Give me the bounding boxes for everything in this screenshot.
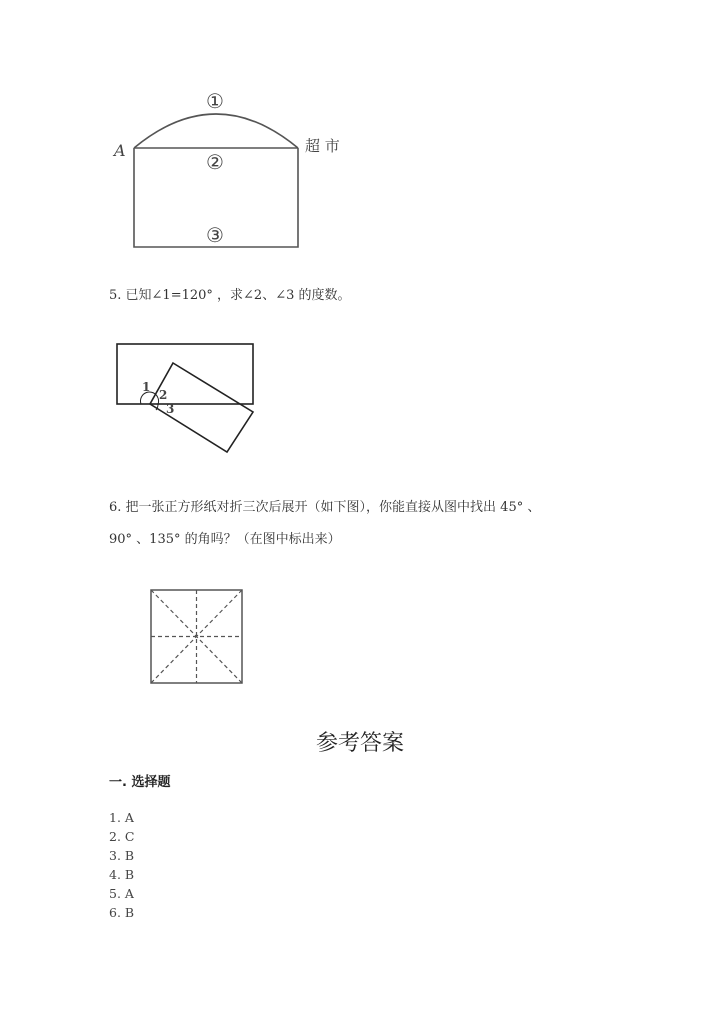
answer-item: 4. B (109, 867, 135, 882)
label-route-2: ② (206, 150, 224, 174)
folded-rectangle-diagram (117, 344, 253, 452)
label-point-a: A (114, 141, 126, 160)
answers-title: 参考答案 (315, 731, 404, 756)
answer-item: 5. A (109, 886, 134, 901)
label-angle-3: 3 (166, 402, 175, 416)
label-angle-1: 1 (142, 380, 151, 394)
question-6-line2: 90° 、135° 的角吗？（在图中标出来） (109, 532, 341, 547)
question-5: 5. 已知∠1=120° ，求∠2、∠3 的度数。 (109, 288, 351, 303)
route-arc (134, 114, 298, 148)
question-6-line1: 6. 把一张正方形纸对折三次后展开（如下图），你能直接从图中找出 45° 、 (109, 500, 541, 515)
label-supermarket: 超 市 (305, 137, 340, 155)
label-route-1: ① (206, 89, 224, 113)
label-angle-2: 2 (159, 388, 168, 402)
answer-item: 3. B (109, 848, 135, 863)
outer-rectangle (117, 344, 253, 404)
answer-item: 1. A (109, 810, 134, 825)
folded-square-diagram (151, 590, 242, 683)
section-heading: 一. 选择题 (109, 775, 171, 790)
answer-item: 6. B (109, 905, 135, 920)
label-route-3: ③ (206, 223, 224, 247)
answer-item: 2. C (109, 829, 135, 844)
